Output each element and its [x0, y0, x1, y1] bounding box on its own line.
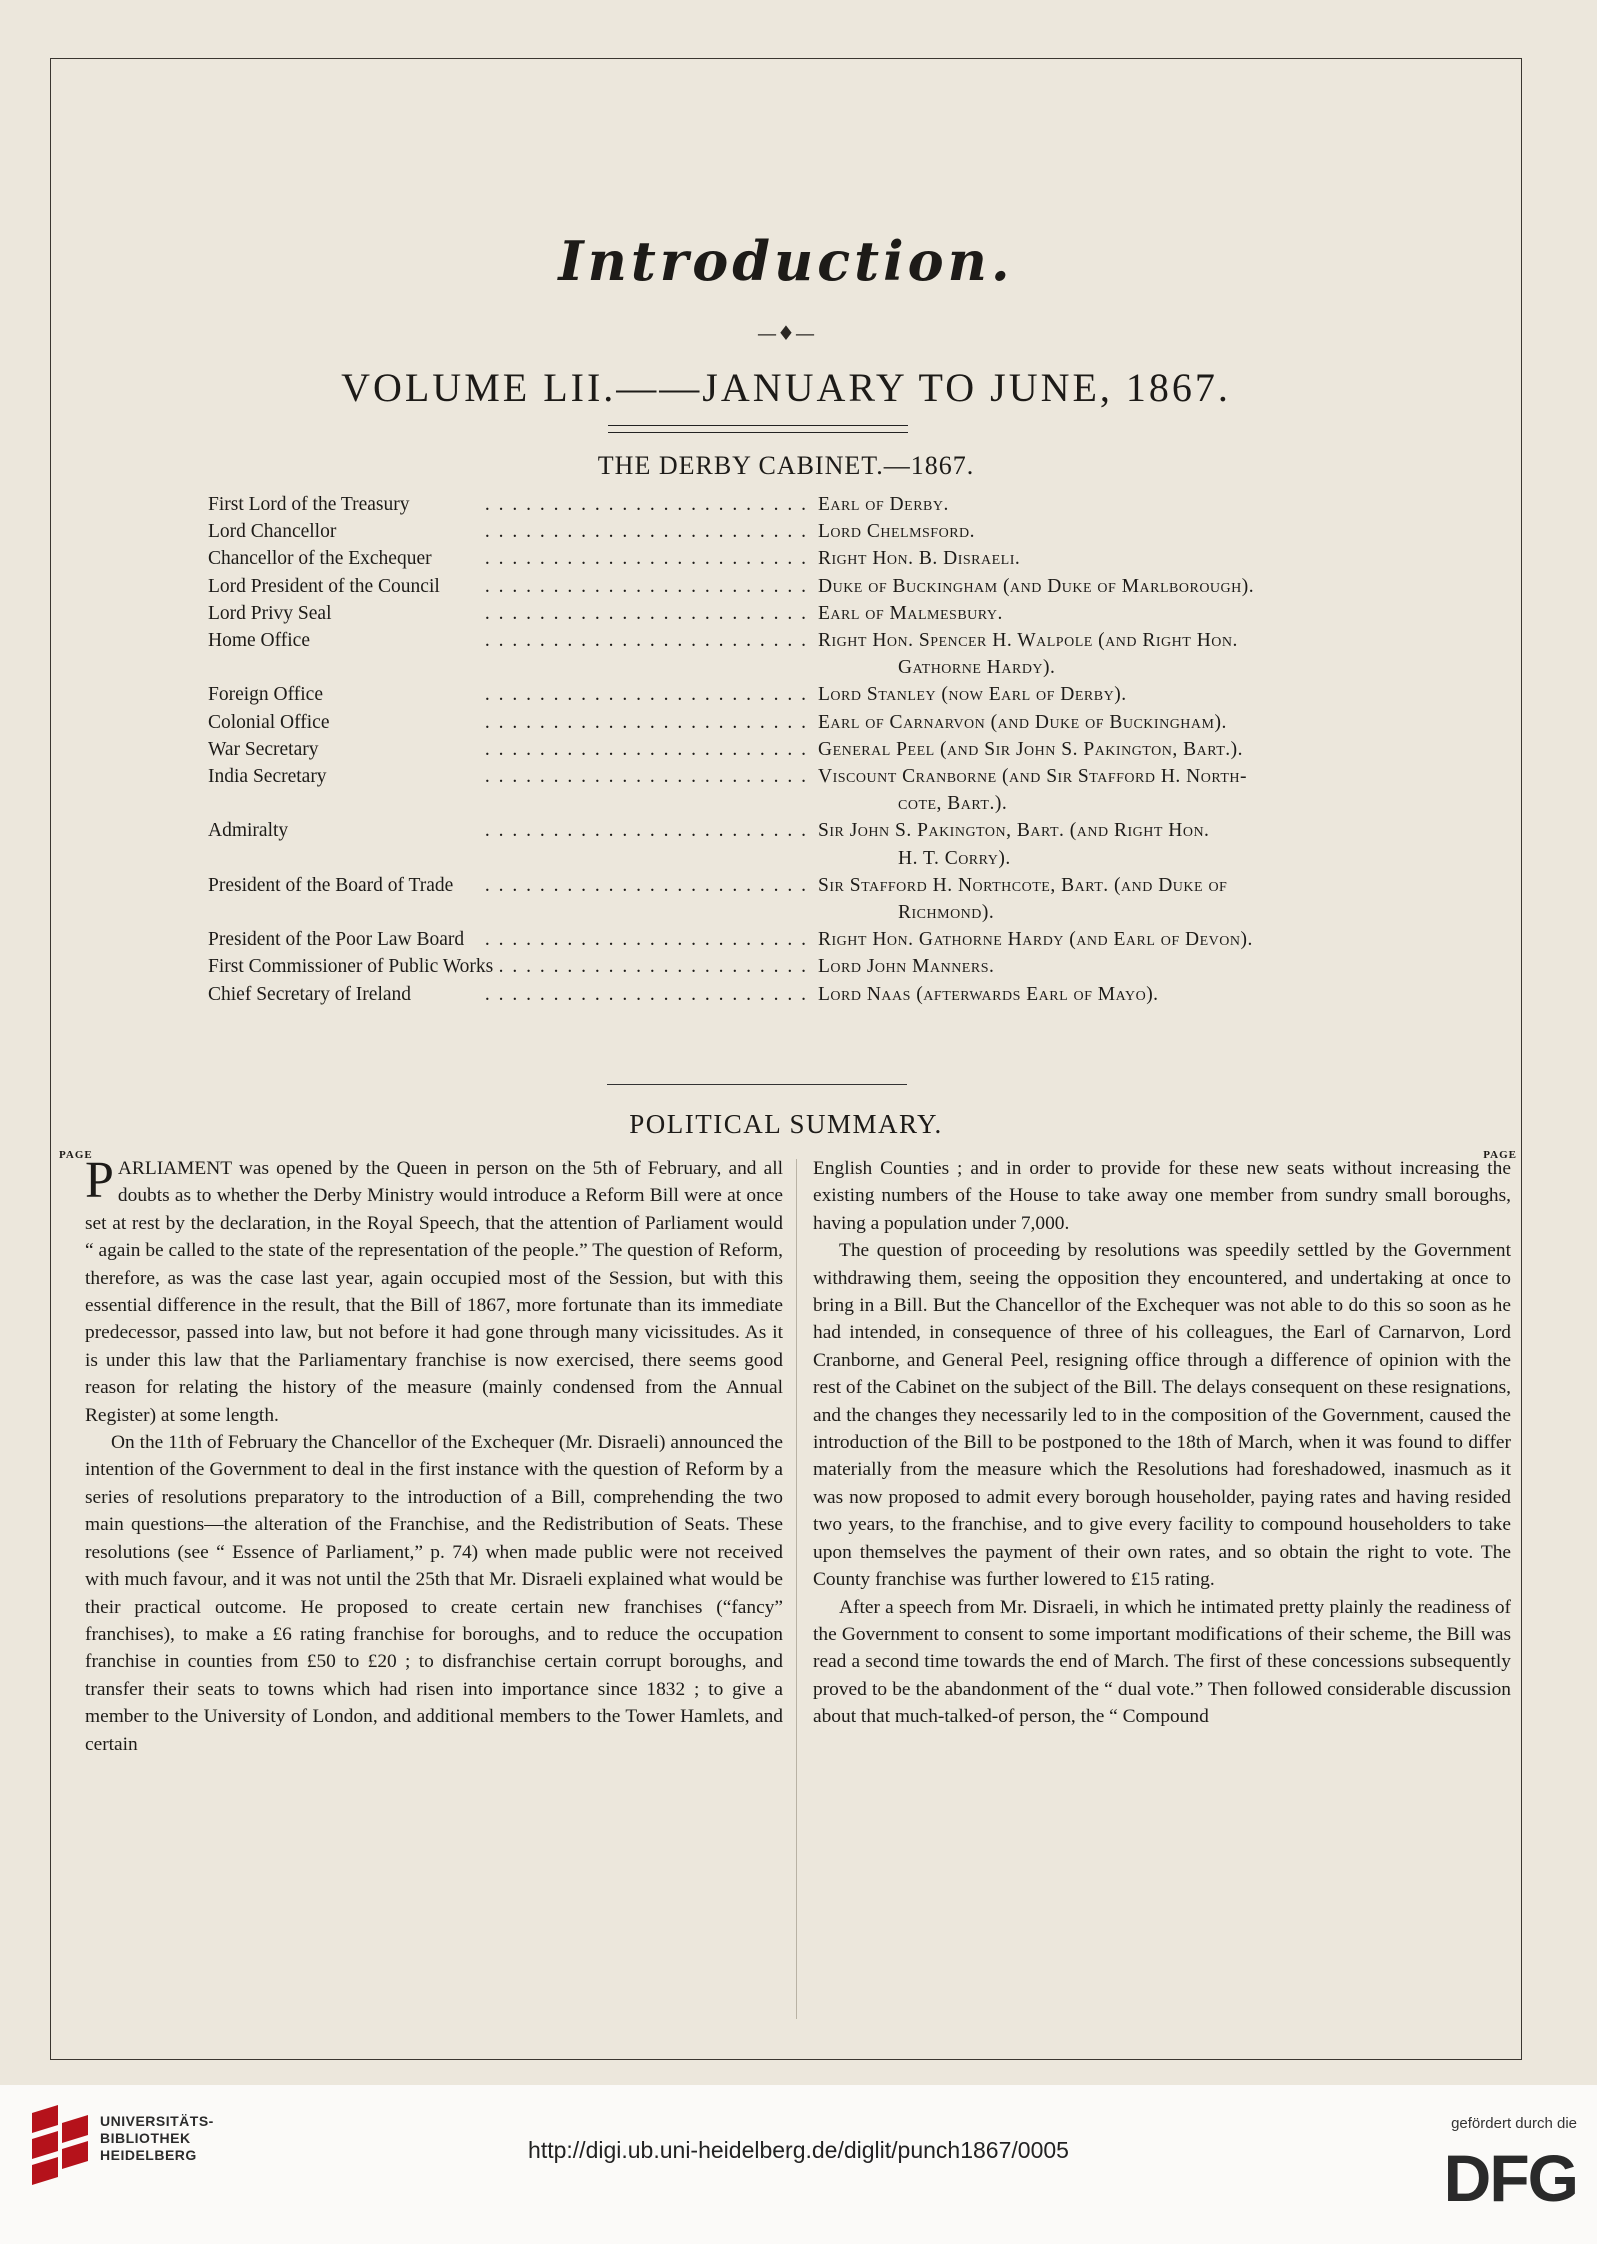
cabinet-row [208, 491, 1418, 518]
cabinet-holder: Sir Stafford H. Northcote, Bart. (and Duke of Richmond). [818, 874, 1228, 924]
summary-paragraph: PARLIAMENT was opened by the Queen in person on the 5th of February, and all doubts as to whether the Derby Ministry would introduce a Reform Bill were at once set at rest by the declaration, in the Royal Speech, that the attention of Parliament would “ again be called to the state of the representation of the people.” The question of Reform, therefore, as was the case last year, again occupied most of the Session, but with this essential difference in the result, that the Bill of 1867, more fortunate than its immediate predecessor, passed into law, but not before it had gone through many vicissitudes. As it is under this law that the Parliamentary franchise is now exercised, there seems good reason for relating the history of the measure (mainly condensed from the Annual Register) at some length. [85, 1152, 783, 1426]
cabinet-office: Admiralty . . [208, 817, 808, 871]
double-rule [608, 425, 908, 433]
library-name-line: HEIDELBERG [100, 2147, 197, 2163]
cabinet-office: Chief Secretary of Ireland . . [208, 981, 808, 1008]
cabinet-row [208, 817, 1418, 871]
cabinet-office: Home Office . . [208, 627, 808, 681]
cabinet-holder: Lord Stanley (now Earl of Derby). [818, 684, 1127, 706]
cabinet-holder: Earl of Derby. [818, 494, 949, 515]
summary-column-left [85, 1152, 783, 2015]
cabinet-office: Foreign Office . . [208, 681, 808, 708]
section-rule [607, 1084, 907, 1085]
summary-paragraph: On the 11th of February the Chancellor of the Exchequer (Mr. Disraeli) announced the intention of the Government to deal in the first instance with the question of Reform by a series of resolutions preparatory to the introduction of a Bill, comprehending the two main questions—the alteration of the Franchise, and the Redistribution of Seats. These resolutions (see “ Essence of Parliament,” p. 74) when made public were not received with much favour, and it was not until the 25th that Mr. Disraeli explained what would be their practical outcome. He proposed to create certain new franchises (“fancy” franchises), to make a £6 rating franchise for boroughs, and to reduce the occupation franchise in counties from £50 to £20 ; to disfranchise certain corrupt boroughs, and transfer their seats to towns which had risen into importance since 1832 ; to give a member to the University of London, and additional members to the Tower Hamlets, and certain [85, 1432, 783, 1755]
summary-column-right [813, 1155, 1511, 2015]
funding-label: gefördert durch die [1451, 2115, 1577, 2132]
cabinet-row [208, 763, 1418, 817]
cabinet-holder: Lord Chelmsford. [818, 521, 976, 543]
cabinet-holder: Sir John S. Pakington, Bart. (and Right Hon. H. T. Corry). [818, 820, 1210, 869]
dfg-logo: DFG [1443, 2141, 1577, 2215]
permalink-url[interactable]: http://digi.ub.uni-heidelberg.de/diglit/punch1867/0005 [528, 2137, 1069, 2163]
page-label-left: PAGE [59, 1149, 93, 1161]
cabinet-holder: Earl of Malmesbury. [818, 602, 1003, 624]
column-divider [796, 1159, 797, 2019]
digitization-footer [0, 2085, 1597, 2244]
cabinet-holder: Lord John Manners. [818, 956, 995, 978]
volume-heading: VOLUME LII.——JANUARY TO JUNE, 1867. [341, 365, 1231, 410]
cabinet-list [208, 491, 1418, 1008]
cabinet-row [208, 627, 1418, 681]
cabinet-office: Lord Privy Seal . . [208, 600, 808, 627]
page-label-right: PAGE [1483, 1149, 1517, 1161]
cabinet-office: Lord Chancellor . . [208, 518, 808, 545]
cabinet-row [208, 681, 1418, 708]
cabinet-office: President of the Board of Trade . . [208, 872, 808, 926]
cabinet-row [208, 736, 1418, 763]
cabinet-row [208, 709, 1418, 736]
cabinet-office: First Commissioner of Public Works . . [208, 953, 808, 980]
cabinet-holder: Right Hon. Gathorne Hardy (and Earl of Devon). [818, 929, 1253, 951]
cabinet-row [208, 926, 1418, 953]
cabinet-holder: Earl of Carnarvon (and Duke of Buckingham). [818, 711, 1227, 733]
cabinet-office: Chancellor of the Exchequer . . [208, 545, 808, 572]
drop-cap: P [85, 1152, 114, 1209]
cabinet-row [208, 872, 1418, 926]
cabinet-holder: Lord Naas (afterwards Earl of Mayo). [818, 983, 1159, 1005]
cabinet-holder: Viscount Cranborne (and Sir Stafford H. North- cote, Bart.). [818, 766, 1248, 815]
page-title: Introduction. [558, 229, 1014, 293]
cabinet-holder: General Peel (and Sir John S. Pakington, Bart.). [818, 738, 1243, 760]
cabinet-holder: Right Hon. Spencer H. Walpole (and Right Hon. Gathorne Hardy). [818, 630, 1238, 679]
summary-paragraph: The question of proceeding by resolutions was speedily settled by the Government withdrawing them, seeing the opposition they encountered, and undertaking at once to bring in a Bill. But the Chancellor of the Exchequer was not able to do this so soon as he had intended, in consequence of three of his colleagues, the Earl of Carnarvon, Lord Cranborne, and General Peel, resigning office through a difference of opinion with the rest of the Cabinet on the subject of the Bill. The delays consequent on these resignations, and the changes they necessarily led to in the composition of the Government, caused the introduction of the Bill to be postponed to the 18th of March, when it was found to differ materially from the measure which the Resolutions had foreshadowed, inasmuch as it was now proposed to admit every borough householder, paying rates and having resided two years, to the franchise, and to give every facility to compound householders to take upon themselves the payment of their own rates, and so obtain the right to vote. The County franchise was further lowered to £15 rating. [813, 1240, 1511, 1591]
cabinet-office: First Lord of the Treasury . . [208, 491, 808, 518]
summary-title: POLITICAL SUMMARY. [629, 1109, 943, 1139]
summary-paragraph: After a speech from Mr. Disraeli, in which he intimated pretty plainly the readiness of the Government to consent to some important modifications of their scheme, the Bill was read a second time towards the end of March. The first of these concessions subsequently proved to be the abandonment of the “ dual vote.” Then followed considerable discussion about that much-talked-of person, the “ Compound [813, 1596, 1511, 1728]
cabinet-office: Lord President of the Council . . [208, 573, 808, 600]
cabinet-title: THE DERBY CABINET.—1867. [597, 451, 975, 480]
cabinet-row [208, 953, 1418, 980]
library-name-line: UNIVERSITÄTS- [100, 2113, 214, 2129]
cabinet-office: India Secretary . . [208, 763, 808, 817]
cabinet-holder: Right Hon. B. Disraeli. [818, 548, 1021, 570]
cabinet-row [208, 545, 1418, 572]
cabinet-row [208, 600, 1418, 627]
cabinet-office: War Secretary . . [208, 736, 808, 763]
summary-paragraph: English Counties ; and in order to provide for these new seats without increasing the existing numbers of the House to take away one member from sundry small boroughs, having a population under 7,000. [813, 1158, 1511, 1234]
page-border [50, 58, 1522, 2060]
library-name-line: BIBLIOTHEK [100, 2130, 191, 2146]
cabinet-row [208, 518, 1418, 545]
cabinet-row [208, 981, 1418, 1008]
cabinet-office: Colonial Office . . [208, 709, 808, 736]
title-ornament: —♦— [757, 321, 815, 345]
cabinet-row [208, 573, 1418, 600]
cabinet-office: President of the Poor Law Board . . [208, 926, 808, 953]
cabinet-holder: Duke of Buckingham (and Duke of Marlborough). [818, 575, 1255, 597]
